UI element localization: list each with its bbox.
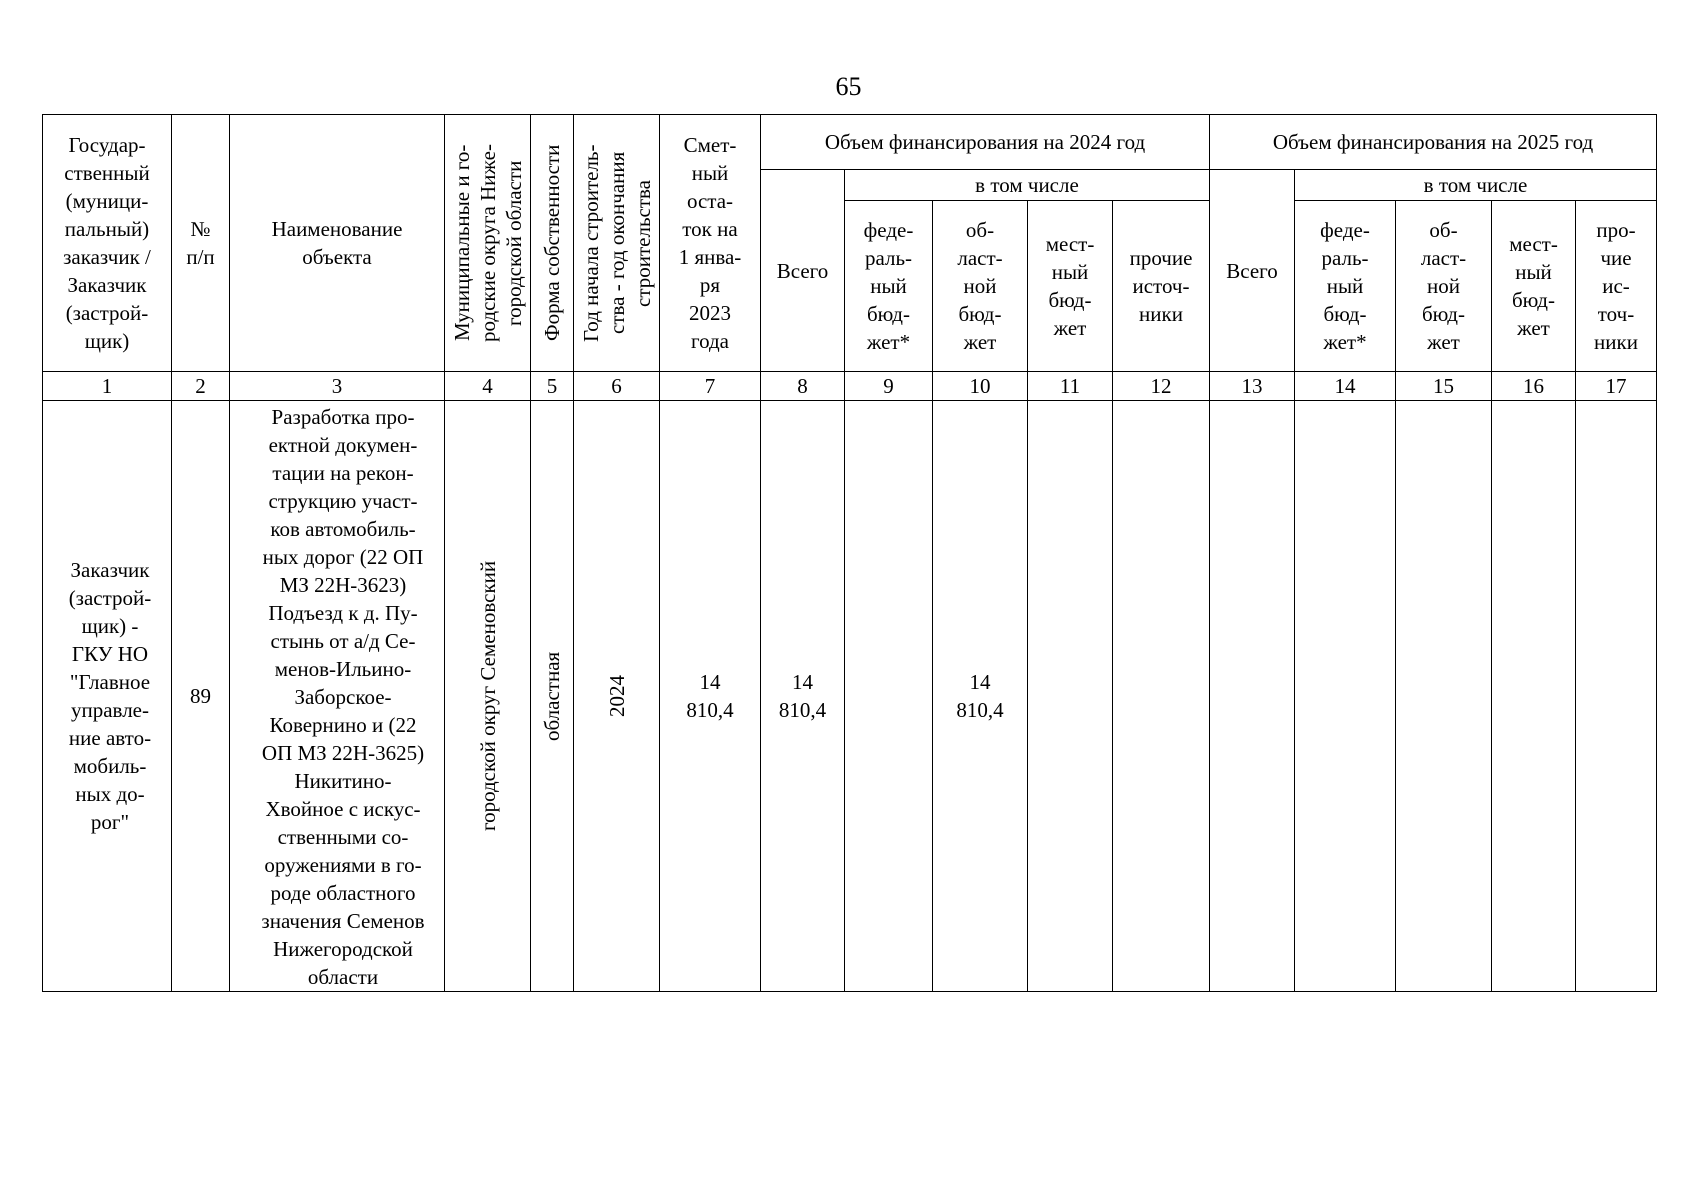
column-number: 6 [574, 372, 660, 401]
header-number: № п/п [172, 115, 230, 372]
column-number: 15 [1396, 372, 1492, 401]
column-number: 5 [531, 372, 574, 401]
cell-regional-2024: 14 810,4 [933, 401, 1028, 992]
column-number: 8 [761, 372, 845, 401]
cell-total-2025 [1210, 401, 1295, 992]
header-construction-years: Год начала строитель- ства - год окончания строительства [574, 115, 660, 372]
header-object-name: Наименование объекта [230, 115, 445, 372]
header-funding-2024: Объем финансирования на 2024 год [761, 115, 1210, 170]
header-regional-2024: об- ласт- ной бюд- жет [933, 201, 1028, 372]
column-number: 16 [1492, 372, 1576, 401]
header-including-2024: в том числе [845, 170, 1210, 201]
header-other-2025: про- чие ис- точ- ники [1576, 201, 1657, 372]
header-regional-2025: об- ласт- ной бюд- жет [1396, 201, 1492, 372]
cell-other-2024 [1113, 401, 1210, 992]
table-row [43, 401, 1657, 992]
cell-federal-2025 [1295, 401, 1396, 992]
header-local-2024: мест- ный бюд- жет [1028, 201, 1113, 372]
cell-ownership: областная [531, 401, 574, 992]
header-including-2025: в том числе [1295, 170, 1657, 201]
cell-municipality: городской округ Семеновский [445, 401, 531, 992]
header-customer: Государ- ственный (муници- пальный) заказчик / Заказчик (застрой- щик) [43, 115, 172, 372]
header-ownership: Форма собственности [531, 115, 574, 372]
cell-object-name: Разработка про- ектной докумен- тации на рекон- струкцию участ- ков автомобиль- ных дорог (22 ОП МЗ 22Н-3623) Подъезд к д. Пу- стынь от а/д Се- менов-Ильино- Заборское- Ковернино и (22 ОП МЗ 22Н-3625) Никитино- Хвойное с искус- ственными со- оружениями в го- роде областного значения Семенов Нижегородской области [230, 401, 445, 992]
column-number: 4 [445, 372, 531, 401]
cell-local-2025 [1492, 401, 1576, 992]
investment-program-table [42, 114, 1657, 992]
column-number: 1 [43, 372, 172, 401]
cell-regional-2025 [1396, 401, 1492, 992]
column-number: 2 [172, 372, 230, 401]
column-number: 10 [933, 372, 1028, 401]
column-number: 7 [660, 372, 761, 401]
cell-number: 89 [172, 401, 230, 992]
column-number: 11 [1028, 372, 1113, 401]
column-number: 9 [845, 372, 933, 401]
column-number: 12 [1113, 372, 1210, 401]
cell-construction-years: 2024 [574, 401, 660, 992]
header-local-2025: мест- ный бюд- жет [1492, 201, 1576, 372]
column-number-row [43, 372, 1657, 401]
header-federal-2025: феде- раль- ный бюд- жет* [1295, 201, 1396, 372]
cell-customer: Заказчик (застрой- щик) - ГКУ НО "Главное управле- ние авто- мобиль- ных до- рог" [43, 401, 172, 992]
header-estimated-balance: Смет- ный оста- ток на 1 янва- ря 2023 года [660, 115, 761, 372]
header-funding-2025: Объем финансирования на 2025 год [1210, 115, 1657, 170]
header-total-2025: Всего [1210, 170, 1295, 372]
cell-federal-2024 [845, 401, 933, 992]
header-municipality: Муниципальные и го- родские округа Ниже- городской области [445, 115, 531, 372]
column-number: 3 [230, 372, 445, 401]
header-total-2024: Всего [761, 170, 845, 372]
header-other-2024: прочие источ- ники [1113, 201, 1210, 372]
column-number: 14 [1295, 372, 1396, 401]
cell-local-2024 [1028, 401, 1113, 992]
page-number: 65 [835, 72, 862, 101]
cell-total-2024: 14 810,4 [761, 401, 845, 992]
column-number: 13 [1210, 372, 1295, 401]
cell-other-2025 [1576, 401, 1657, 992]
cell-estimated-balance: 14 810,4 [660, 401, 761, 992]
column-number: 17 [1576, 372, 1657, 401]
header-federal-2024: феде- раль- ный бюд- жет* [845, 201, 933, 372]
